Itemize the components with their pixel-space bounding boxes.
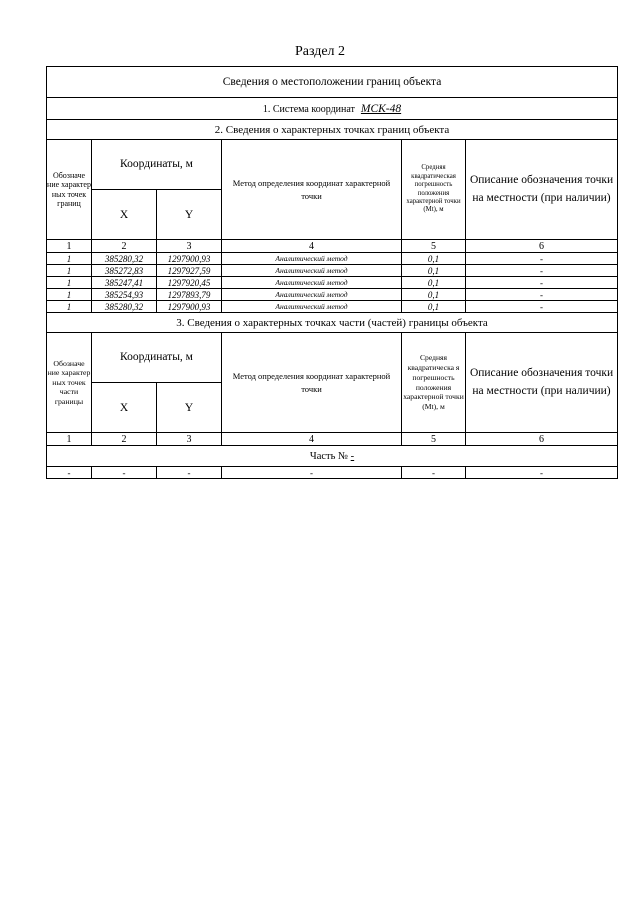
coord-system-value: МСК-48 [360,102,402,115]
y-cell: 1297920,45 [157,277,222,289]
coord-system-label: 1. Система координат [262,103,355,115]
table-row [47,265,618,277]
method-cell: Аналитический метод [222,289,402,301]
y-cell: 1297927,59 [157,265,222,277]
column-number: 4 [222,433,402,446]
method-cell: Аналитический метод [222,265,402,277]
section3-title: 3. Сведения о характерных точках части (частей) границы объекта [47,313,618,333]
coords-header: Координаты, м [92,333,222,383]
x-cell: 385272,83 [92,265,157,277]
point-designation-header: Обозначе ние характер ных точек границ [47,140,92,240]
section2-title: 2. Сведения о характерных точках границ объекта [47,120,618,140]
error-cell: 0,1 [402,301,466,313]
y-cell: 1297900,93 [157,253,222,265]
error-cell: - [402,467,466,479]
error-cell: 0,1 [402,265,466,277]
part-row [47,446,618,467]
part-value: - [350,450,355,462]
x-cell: 385280,32 [92,253,157,265]
x-cell: - [92,467,157,479]
column-number: 3 [157,240,222,253]
error-cell: 0,1 [402,253,466,265]
x-header: X [92,190,157,240]
table-title-row [47,67,618,98]
description-header: Описание обозначения точки на местности (при наличии) [466,333,618,433]
description-cell: - [466,301,618,313]
y-cell: - [157,467,222,479]
table-row [47,277,618,289]
column-number: 6 [466,433,618,446]
method-cell: Аналитический метод [222,301,402,313]
y-cell: 1297900,93 [157,301,222,313]
table-title: Сведения о местоположении границ объекта [47,67,618,98]
coord-system-row [47,98,618,120]
error-cell: 0,1 [402,277,466,289]
error-header: Средняя квадратическая погрешность положения характерной точки (Mt), м [402,140,466,240]
section2-column-numbers [47,240,618,253]
column-number: 1 [47,240,92,253]
method-header: Метод определения координат характерной точки [222,333,402,433]
description-cell: - [466,289,618,301]
column-number: 1 [47,433,92,446]
error-header: Средняя квадратическа я погрешность положения характерной точки (Mt), м [402,333,466,433]
section2-title-row [47,120,618,140]
description-cell: - [466,467,618,479]
column-number: 6 [466,240,618,253]
method-cell: Аналитический метод [222,277,402,289]
table-row [47,301,618,313]
location-table [46,66,618,479]
y-header: Y [157,383,222,433]
x-header: X [92,383,157,433]
error-cell: 0,1 [402,289,466,301]
y-cell: 1297893,79 [157,289,222,301]
part-label: Часть № [309,450,349,462]
column-number: 4 [222,240,402,253]
section3-column-numbers [47,433,618,446]
page-title: Раздел 2 [294,44,346,59]
method-cell: Аналитический метод [222,253,402,265]
column-number: 3 [157,433,222,446]
description-cell: - [466,277,618,289]
x-cell: 385280,32 [92,301,157,313]
method-cell: - [222,467,402,479]
method-header: Метод определения координат характерной точки [222,140,402,240]
point-cell: - [47,467,92,479]
point-cell: 1 [47,277,92,289]
section3-header-row [47,333,618,383]
point-cell: 1 [47,265,92,277]
y-header: Y [157,190,222,240]
column-number: 2 [92,433,157,446]
table-row [47,467,618,479]
column-number: 5 [402,240,466,253]
point-designation-header: Обозначе ние характер ных точек части границы [47,333,92,433]
description-cell: - [466,265,618,277]
x-cell: 385254,93 [92,289,157,301]
point-cell: 1 [47,253,92,265]
description-header: Описание обозначения точки на местности (при наличии) [466,140,618,240]
point-cell: 1 [47,289,92,301]
section3-title-row [47,313,618,333]
table-row [47,289,618,301]
section2-header-row [47,140,618,190]
point-cell: 1 [47,301,92,313]
table-row [47,253,618,265]
column-number: 5 [402,433,466,446]
coords-header: Координаты, м [92,140,222,190]
column-number: 2 [92,240,157,253]
description-cell: - [466,253,618,265]
x-cell: 385247,41 [92,277,157,289]
